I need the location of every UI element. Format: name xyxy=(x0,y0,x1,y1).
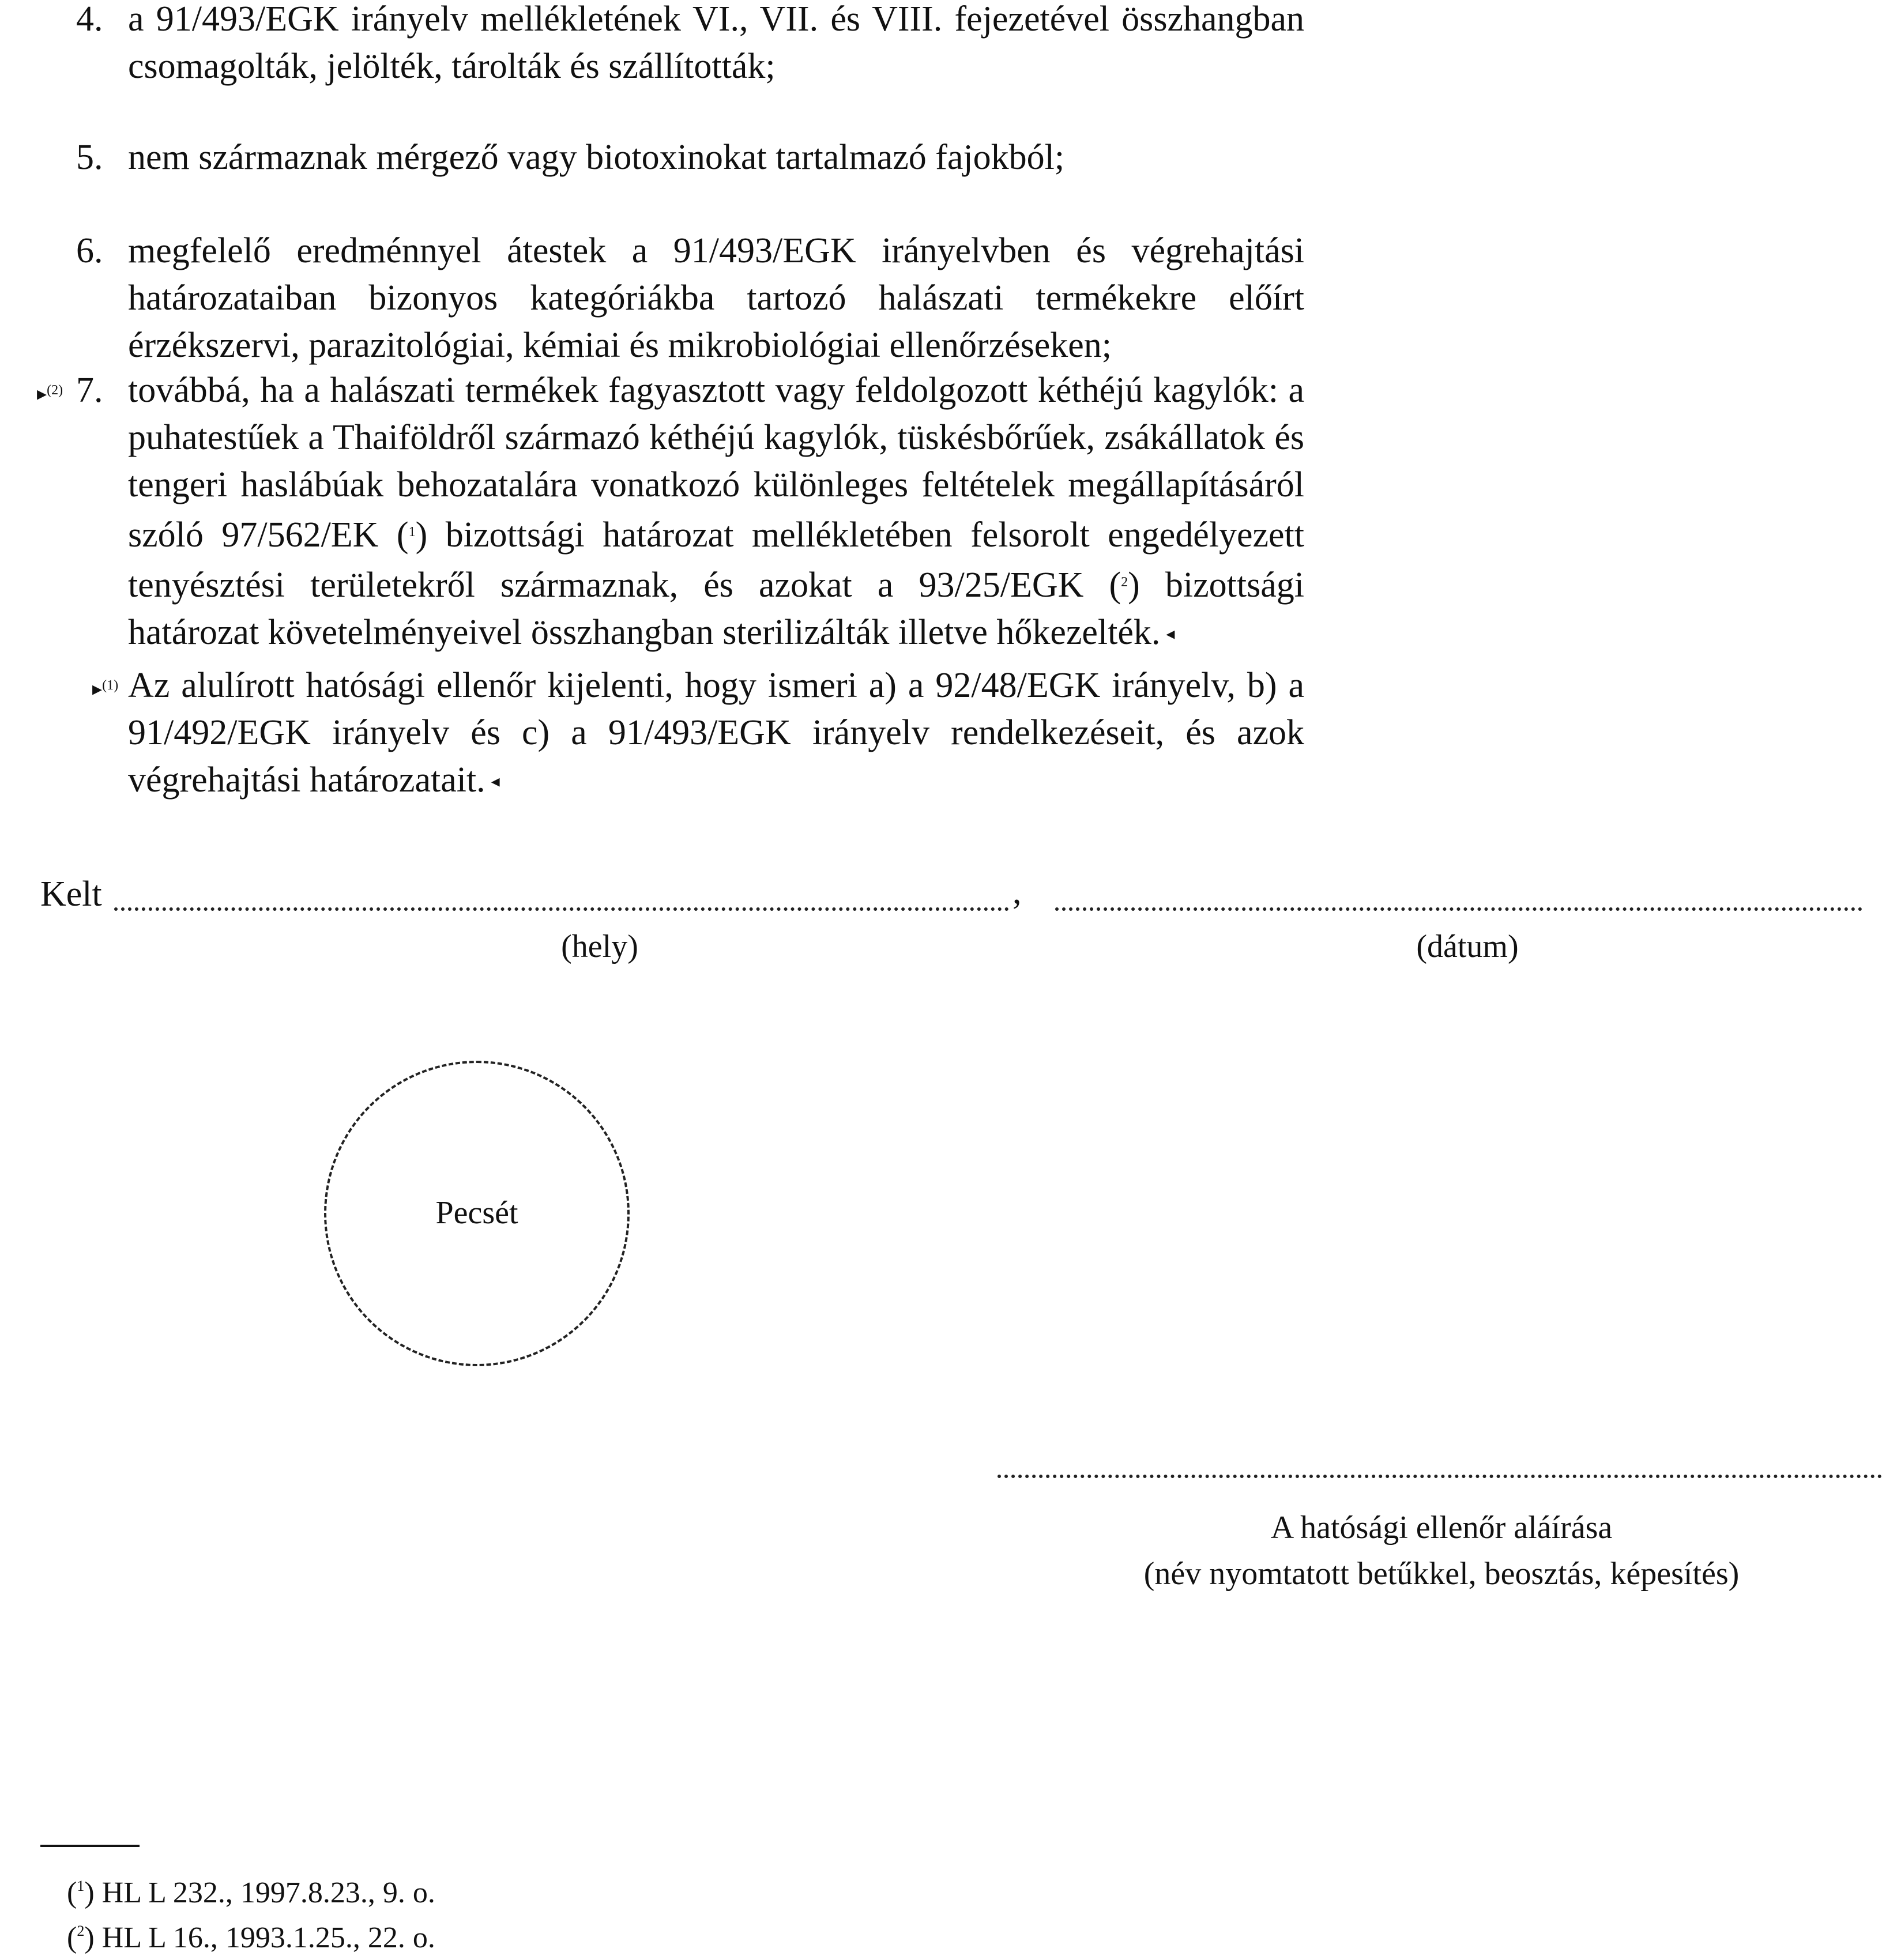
item-number: 7. xyxy=(76,371,103,410)
place-label: (hely) xyxy=(561,929,638,964)
place-dotted-line[interactable] xyxy=(114,874,1009,911)
signature-dotted-line[interactable] xyxy=(998,1447,1882,1478)
date-dotted-line[interactable] xyxy=(1055,874,1862,911)
list-item-text: a 91/493/EGK irányelv mellékletének VI., VII. és VIII. fejezetével összhangban csomagolták, jelölték, tárolták és szállították; xyxy=(128,0,1304,86)
item-number: 4. xyxy=(76,0,103,39)
list-item-text: továbbá, ha a halászati termékek fagyasztott vagy feldolgozott kéthéjú kagylók: a puhatestűek a Thaiföldről származó kéthéjú kagylók, tüskésbőrűek, zsákállatok és tengeri haslábúak behozatalára vonatkozó különleges feltételek megállapításáról szóló 97/562/EK ($^1$) bizottsági határozat mellékletében felsorolt engedélyezett tenyésztési területekről származnak, és azokat a 93/25/EGK ($^2$) bizottsági határozat követelményeivel összhangban sterilizálták illetve hőkezelték. ◂ xyxy=(128,371,1304,652)
stamp-label: Pecsét xyxy=(435,1195,518,1231)
signature-sublabel: (név nyomtatott betűkkel, beosztás, képesítés) xyxy=(1143,1556,1740,1592)
list-item-text: megfelelő eredménnyel átestek a 91/493/EGK irányelvben és végrehajtási határozataiban bizonyos kategóriákba tartozó halászati termékekre előírt érzékszervi, parazitológiai, kémiai és mikrobiológiai ellenőrzéseken; xyxy=(128,231,1304,365)
footnote-ref[interactable]: 2 xyxy=(1121,575,1128,590)
list-item-text: nem származnak mérgező vagy biotoxinokat tartalmazó fajokból; xyxy=(128,138,1065,177)
amendment-end-marker: ◂ xyxy=(491,772,500,791)
item-number: 5. xyxy=(76,138,103,177)
kelt-label: Kelt xyxy=(40,875,102,914)
declaration-text: Az alulírott hatósági ellenőr kijelenti, hogy ismeri a) a 92/48/EGK irányelv, b) a 91/492/EGK irányelv és c) a 91/493/EGK irányelv rendelkezéseit, és azok végrehajtási határozatait. ◂ xyxy=(128,666,1304,800)
footnote: ($^1$) HL L 232., 1997.8.23., 9. o. xyxy=(67,1876,435,1909)
amendment-start-marker: ▸$^{(1)}$ xyxy=(92,678,119,700)
item-number: 6. xyxy=(76,231,103,270)
date-label: (dátum) xyxy=(1416,929,1519,964)
signature-label: A hatósági ellenőr aláírása xyxy=(1270,1510,1613,1546)
comma: , xyxy=(1012,872,1022,911)
footnote-ref[interactable]: 1 xyxy=(408,525,416,540)
footnote-separator xyxy=(40,1845,140,1847)
amendment-start-marker: ▸$^{(2)}$ xyxy=(37,383,63,405)
amendment-end-marker: ◂ xyxy=(1166,624,1175,643)
footnote: ($^2$) HL L 16., 1993.1.25., 22. o. xyxy=(67,1921,435,1954)
